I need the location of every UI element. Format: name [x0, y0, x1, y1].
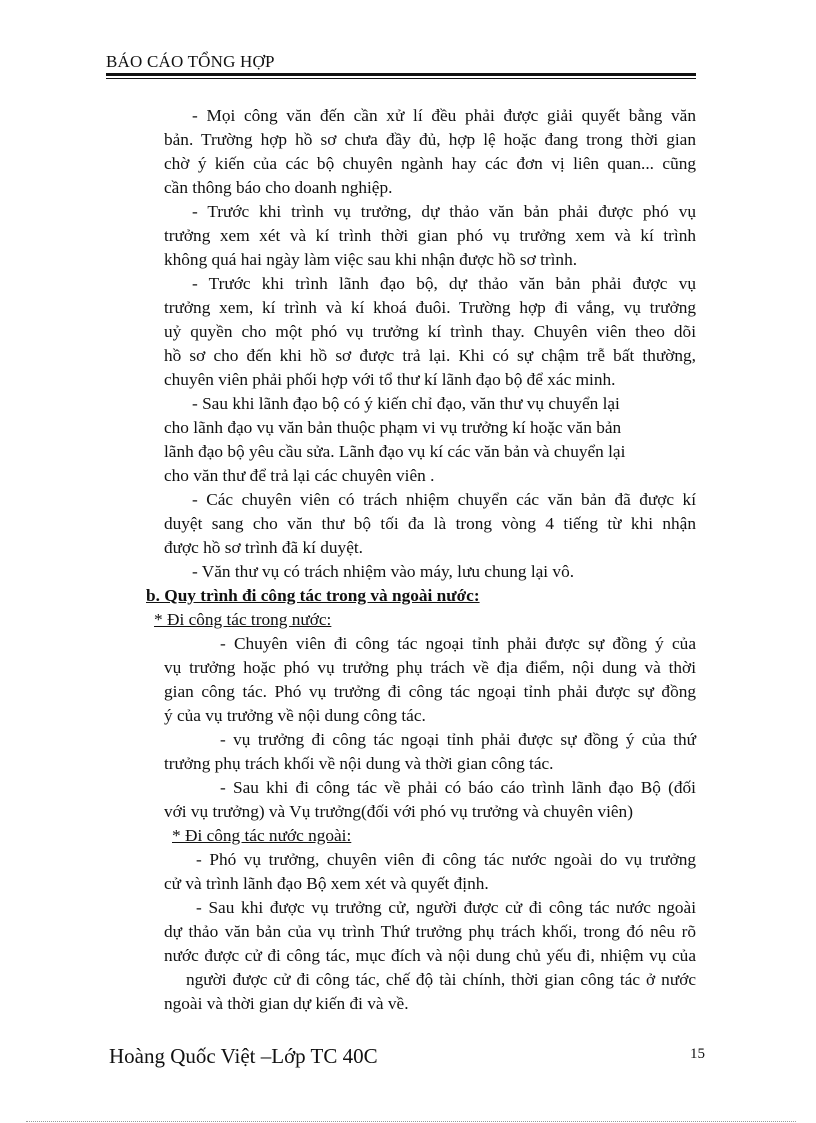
text-line: trưởng xem, kí trình và kí khoá đuôi. Trường hợp đi vắng, vụ trưởng [164, 298, 696, 317]
text-line: chuyên viên phải phối hợp với tổ thư kí lãnh đạo bộ để xác minh. [164, 370, 616, 389]
text-line: ý của vụ trưởng về nội dung công tác. [164, 706, 426, 725]
text-line: uỷ quyền cho một phó vụ trưởng kí trình thay. Chuyên viên theo dõi [164, 322, 696, 341]
text-line: - Sau khi đi công tác về phải có báo cáo trình lãnh đạo Bộ (đối [220, 778, 696, 797]
text-line: hồ sơ cho đến khi hồ sơ được trả lại. Khi có sự chậm trễ bất thường, [164, 346, 696, 365]
text-line: gian công tác. Phó vụ trưởng đi công tác ngoại tỉnh phải được sự đồng [164, 682, 696, 701]
text-line: với vụ trưởng) và Vụ trưởng(đối với phó vụ trưởng và chuyên viên) [164, 802, 633, 821]
text-line: ngoài và thời gian dự kiến đi và về. [164, 994, 409, 1013]
subsection-heading: * Đi công tác nước ngoài: [172, 826, 352, 845]
footer-author: Hoàng Quốc Việt –Lớp TC 40C [109, 1044, 378, 1068]
text-line: - Mọi công văn đến cần xử lí đều phải được giải quyết bằng văn [192, 106, 696, 125]
text-line: cần thông báo cho doanh nghiệp. [164, 178, 393, 197]
text-line: - Sau khi được vụ trưởng cử, người được cử đi công tác nước ngoài [196, 898, 696, 917]
text-line: - Trước khi trình vụ trưởng, dự thảo văn bản phải được phó vụ [192, 202, 696, 221]
header-rule [106, 73, 696, 76]
header-rule-thin [106, 78, 696, 79]
text-line: - Các chuyên viên có trách nhiệm chuyển các văn bản đã được kí [192, 490, 696, 509]
text-line: duyệt sang cho văn thư bộ tối đa là trong vòng 4 tiếng từ khi nhận [164, 514, 696, 533]
page-number: 15 [690, 1046, 705, 1062]
text-line: trưởng xem xét và kí trình thời gian phó vụ trưởng xem và kí trình [164, 226, 696, 245]
text-line: bản. Trường hợp hồ sơ chưa đầy đủ, hợp lệ hoặc đang trong thời gian [164, 130, 696, 149]
section-heading: b. Quy trình đi công tác trong và ngoài nước: [146, 586, 480, 605]
text-line: được hồ sơ trình đã kí duyệt. [164, 538, 363, 557]
text-line: chờ ý kiến của các bộ chuyên ngành hay các đơn vị liên quan... cũng [164, 154, 696, 173]
text-line: cho lãnh đạo vụ văn bản thuộc phạm vi vụ trưởng kí hoặc văn bản [164, 418, 622, 437]
text-line: cho văn thư để trả lại các chuyên viên . [164, 466, 435, 485]
text-line: - Chuyên viên đi công tác ngoại tỉnh phải được sự đồng ý của [220, 634, 696, 653]
text-line: vụ trưởng hoặc phó vụ trưởng phụ trách về địa điểm, nội dung và thời [164, 658, 696, 677]
report-title: BÁO CÁO TỔNG HỢP [106, 52, 275, 71]
text-line: lãnh đạo bộ yêu cầu sửa. Lãnh đạo vụ kí các văn bản và chuyển lại [164, 442, 626, 461]
text-line: không quá hai ngày làm việc sau khi nhận được hồ sơ trình. [164, 250, 578, 269]
text-line: - Phó vụ trưởng, chuyên viên đi công tác nước ngoài do vụ trưởng [196, 850, 696, 869]
subsection-heading: * Đi công tác trong nước: [154, 610, 332, 629]
text-line: nước được cử đi công tác, mục đích và nội dung chủ yếu đi, nhiệm vụ của [164, 946, 696, 965]
text-line: dự thảo văn bản của vụ trình Thứ trưởng phụ trách khối, trong đó nêu rõ [164, 922, 696, 941]
page-bottom-rule [26, 1121, 796, 1122]
text-line: trưởng phụ trách khối về nội dung và thời gian công tác. [164, 754, 554, 773]
text-line: người được cử đi công tác, chế độ tài chính, thời gian công tác ở nước [186, 970, 696, 989]
text-line: cử và trình lãnh đạo Bộ xem xét và quyết định. [164, 874, 489, 893]
text-line: - Văn thư vụ có trách nhiệm vào máy, lưu chung lại vô. [192, 562, 575, 581]
text-line: - Trước khi trình lãnh đạo bộ, dự thảo văn bản phải được vụ [192, 274, 696, 293]
text-line: - vụ trưởng đi công tác ngoại tỉnh phải được sự đồng ý của thứ [220, 730, 696, 749]
text-line: - Sau khi lãnh đạo bộ có ý kiến chỉ đạo, văn thư vụ chuyển lại [192, 394, 620, 413]
